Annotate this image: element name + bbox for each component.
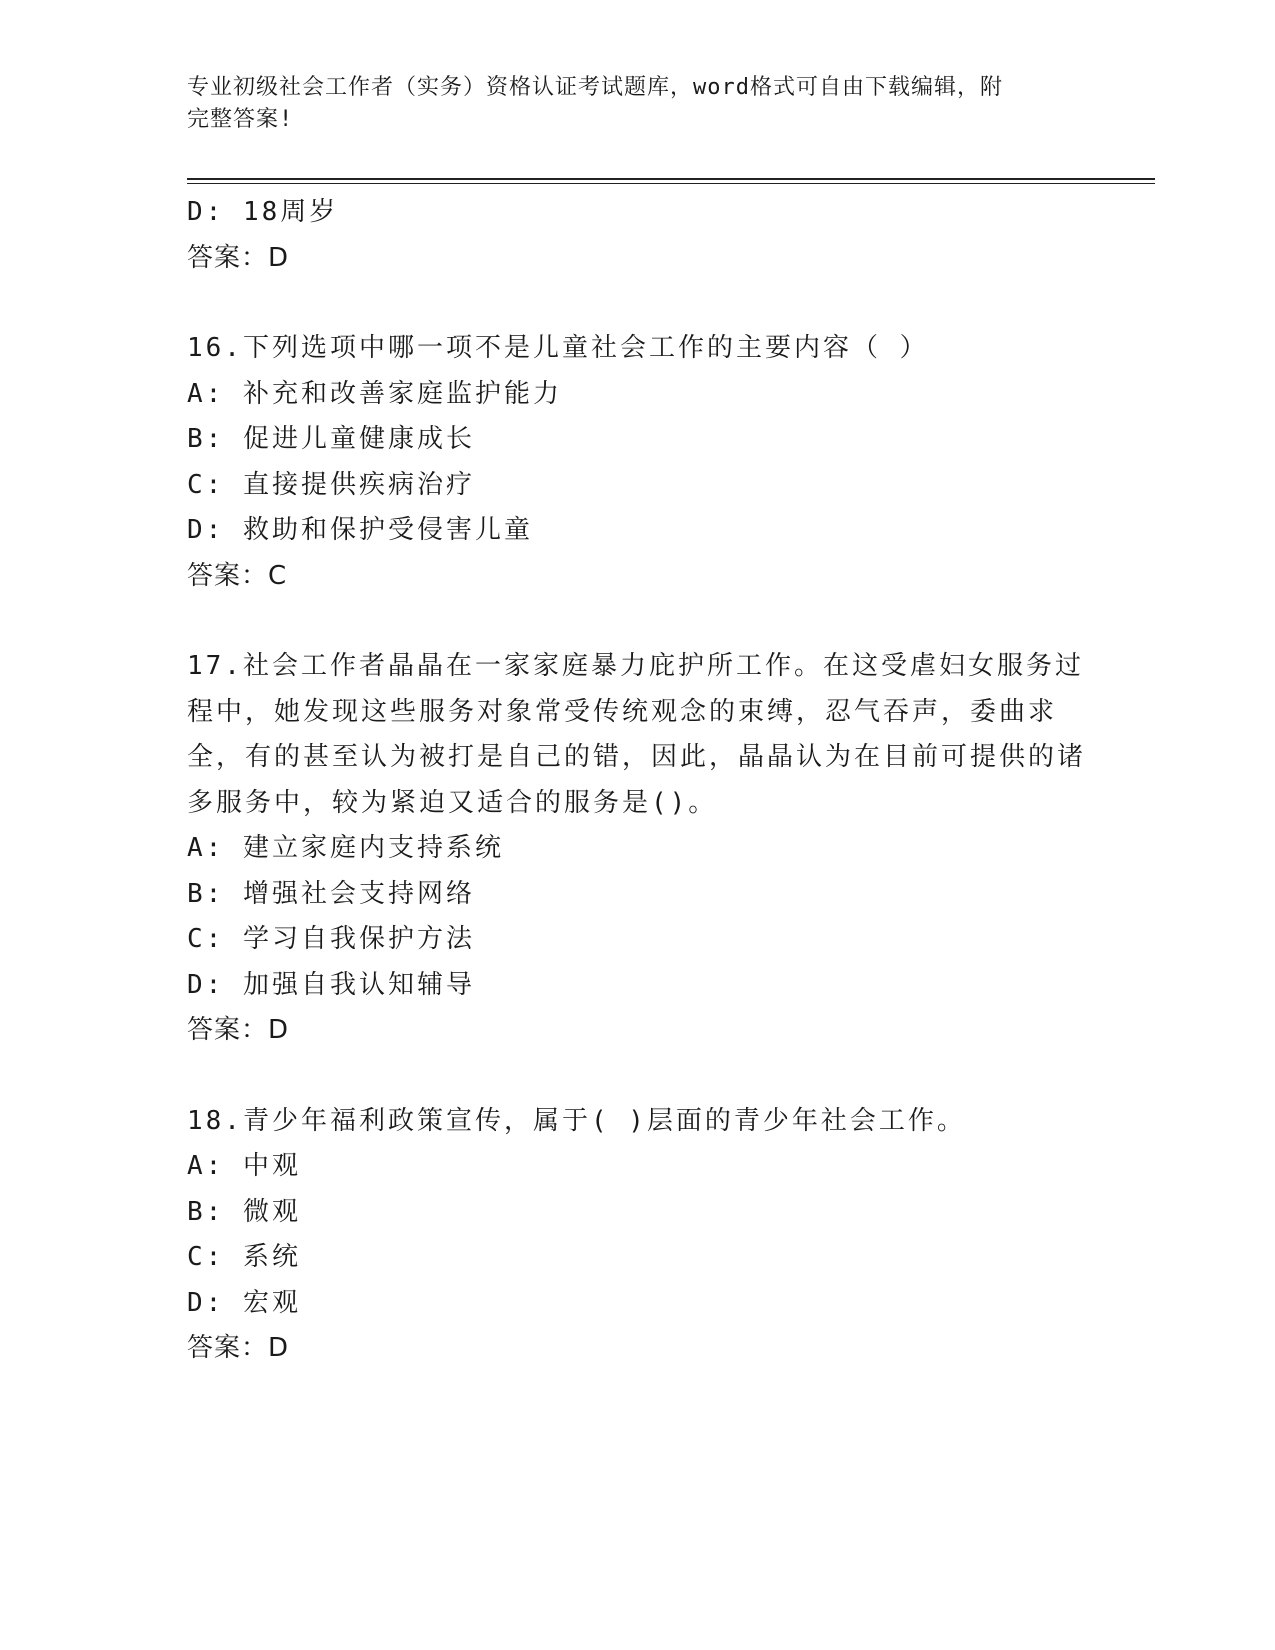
option-d: D: 宏观: [187, 1287, 301, 1318]
question-stem: 16.下列选项中哪一项不是儿童社会工作的主要内容（ ）: [187, 333, 929, 363]
question-16: [187, 326, 1087, 599]
option-d: D: 18周岁: [187, 197, 339, 227]
question-17: [187, 644, 1087, 1054]
answer-line: 答案：D: [187, 242, 290, 273]
answer-line: 答案：D: [187, 1333, 290, 1363]
option-b: B: 促进儿童健康成长: [187, 424, 475, 454]
answer-line: 答案：D: [187, 1015, 290, 1045]
header-rule-thin: [187, 183, 1155, 184]
option-c: C: 学习自我保护方法: [187, 924, 475, 954]
question-stem: 18.青少年福利政策宣传，属于( )层面的青少年社会工作。: [187, 1105, 966, 1136]
option-a: A: 中观: [187, 1151, 301, 1181]
option-b: B: 增强社会支持网络: [187, 878, 475, 909]
document-header: [187, 72, 1087, 136]
option-d: D: 救助和保护受侵害儿童: [187, 515, 533, 545]
answer-line: 答案：C: [187, 560, 288, 591]
question-stem: 17.社会工作者晶晶在一家家庭暴力庇护所工作。在这受虐妇女服务过程中，她发现这些服务对象常受传统观念的束缚，忍气吞声，委曲求全，有的甚至认为被打是自己的错，因此，晶晶认为在目前可提供的诸多服务中，较为紧迫又适合的服务是()。: [187, 651, 1087, 818]
header-title-line-2: 完整答案!: [187, 107, 294, 132]
option-c: C: 直接提供疾病治疗: [187, 469, 475, 500]
document-body: [187, 190, 1087, 1372]
option-d: D: 加强自我认知辅导: [187, 969, 475, 1000]
header-title-line-1: 专业初级社会工作者（实务）资格认证考试题库，word格式可自由下载编辑，附: [187, 75, 1003, 100]
option-a: A: 补充和改善家庭监护能力: [187, 378, 562, 409]
option-b: B: 微观: [187, 1196, 301, 1227]
previous-question-tail: [187, 190, 1087, 281]
option-a: A: 建立家庭内支持系统: [187, 833, 504, 863]
header-rule-thick: [187, 178, 1155, 180]
option-c: C: 系统: [187, 1242, 301, 1272]
question-18: [187, 1099, 1087, 1372]
